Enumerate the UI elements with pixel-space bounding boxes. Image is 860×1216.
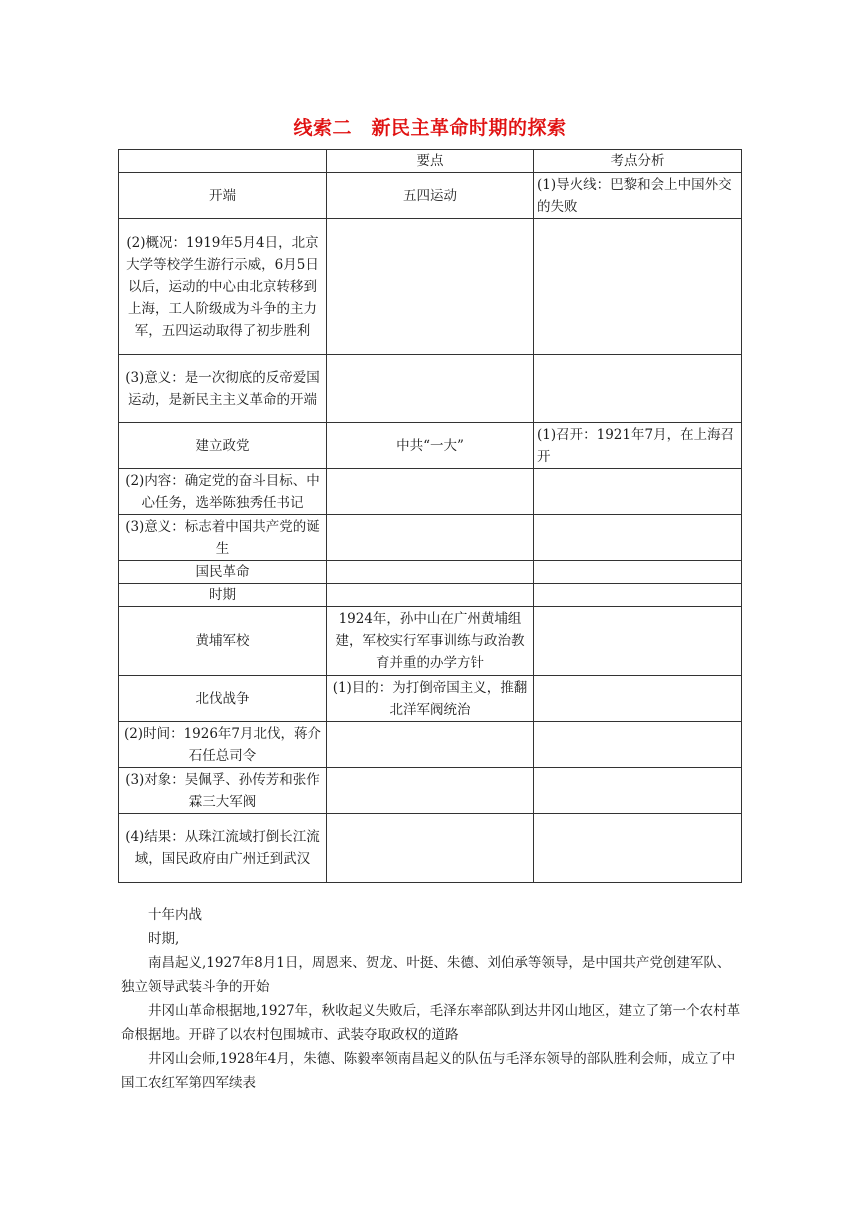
table-cell: 国民革命 [119,561,327,584]
table-cell: 北伐战争 [119,676,327,722]
paragraph: 十年内战 [148,907,202,923]
table-cell: (1)导火线：巴黎和会上中国外交的失败 [534,173,742,219]
page-title: 线索二 新民主革命时期的探索 [293,117,567,139]
paragraph: 井冈山会师,1928年4月，朱德、陈毅率领南昌起义的队伍与毛泽东领导的部队胜利会师，成立了中国工农红军第四军续表 [121,1051,736,1091]
table-row [119,355,742,423]
table-cell: 中共“一大” [327,423,534,469]
table-cell [534,607,742,676]
table-cell [534,355,742,423]
table-row [119,173,742,219]
table-row [119,584,742,607]
table-cell [534,469,742,515]
table-row [119,814,742,883]
table-cell [534,219,742,355]
table-cell [534,768,742,814]
table-cell: 黄埔军校 [119,607,327,676]
table-cell: 1924年，孙中山在广州黄埔组建，军校实行军事训练与政治教育并重的办学方针 [327,607,534,676]
table-cell: 时期 [119,584,327,607]
table-cell: (1)召开：1921年7月，在上海召开 [534,423,742,469]
table-cell [534,561,742,584]
table-cell: 五四运动 [327,173,534,219]
header-cell-analysis: 考点分析 [534,150,742,173]
table-row [119,607,742,676]
header-cell-blank [119,150,327,173]
table-cell [534,814,742,883]
table-cell [327,355,534,423]
table-cell: (2)概况：1919年5月4日，北京大学等校学生游行示威，6月5日以后，运动的中心由北京转移到上海，工人阶级成为斗争的主力军，五四运动取得了初步胜利 [119,219,327,355]
table-cell [327,722,534,768]
table-cell [534,722,742,768]
table-row [119,561,742,584]
paragraph: 时期, [148,931,180,947]
table-row [119,515,742,561]
table-cell [327,814,534,883]
table-cell: (2)时间：1926年7月北伐，蒋介石任总司令 [119,722,327,768]
table-cell [534,676,742,722]
content-table [118,149,742,883]
table-row [119,423,742,469]
table-cell [327,219,534,355]
table-cell [327,584,534,607]
table-row [119,219,742,355]
paragraph: 井冈山革命根据地,1927年，秋收起义失败后，毛泽东率部队到达井冈山地区，建立了第一个农村革命根据地。开辟了以农村包围城市、武装夺取政权的道路 [121,1003,741,1043]
table-row [119,676,742,722]
table-cell [327,515,534,561]
table-header-row [119,150,742,173]
paragraph: 南昌起义,1927年8月1日，周恩来、贺龙、叶挺、朱德、刘伯承等领导，是中国共产党创建军队、独立领导武装斗争的开始 [121,955,731,995]
table-cell [327,561,534,584]
table-cell: (4)结果：从珠江流域打倒长江流域，国民政府由广州迁到武汉 [119,814,327,883]
table-cell: (1)目的：为打倒帝国主义，推翻北洋军阀统治 [327,676,534,722]
table-cell: 开端 [119,173,327,219]
table-row [119,469,742,515]
table-cell: (2)内容：确定党的奋斗目标、中心任务，选举陈独秀任书记 [119,469,327,515]
table-cell [327,469,534,515]
table-cell [534,515,742,561]
table-cell [327,768,534,814]
table-row [119,768,742,814]
header-cell-key-points: 要点 [327,150,534,173]
table-cell: (3)意义：是一次彻底的反帝爱国运动，是新民主主义革命的开端 [119,355,327,423]
body-text [121,903,741,1095]
table-cell: (3)意义：标志着中国共产党的诞生 [119,515,327,561]
table-cell: 建立政党 [119,423,327,469]
table-row [119,722,742,768]
table-cell [534,584,742,607]
table-cell: (3)对象：吴佩孚、孙传芳和张作霖三大军阀 [119,768,327,814]
